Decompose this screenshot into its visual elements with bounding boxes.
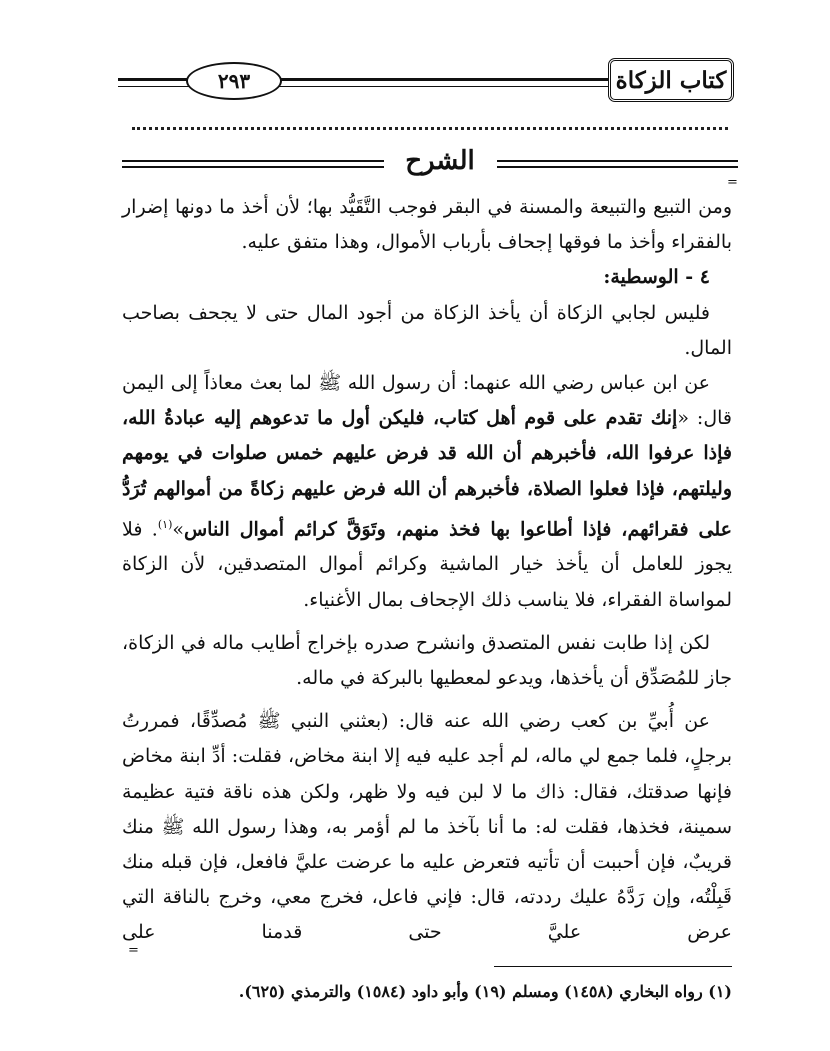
section-rule-right (497, 160, 738, 162)
page-number: ٢٩٣ (217, 69, 251, 93)
paragraph-continuation: . فلا يجوز للعامل أن يأخذ خيار الماشية وكرائم أموال المتصدقين، لأن الزكاة لمواساة الفقراء، فلا يناسب ذلك الإجحاف بمال الأغنياء. (122, 518, 732, 611)
paragraph: ومن التبيع والتبيعة والمسنة في البقر فوجب التَّقَيُّد بها؛ لأن أخذ ما دونها إضرار بالفقراء وأخذ ما فوقها إجحاف بأرباب الأموال، وهذا متفق عليه. (122, 196, 732, 254)
paragraph-hadith: عن ابن عباس رضي الله عنهما: أن رسول الله ﷺ لما بعث معاذاً إلى اليمن قال: «إنك تقدم على قوم أهل كتاب، فليكن أول ما تدعوهم إليه عبادةُ الله، فإذا عرفوا الله، فأخبرهم أن الله قد فرض عليهم خمس صلوات في يومهم وليلتهم، فإذا فعلوا الصلاة، فأخبرهم أن الله فرض عليهم زكاةً من أموالهم تُرَدُّ على فقرائهم، فإذا أطاعوا بها فخذ منهم، وتَوَقَّ كرائم أموال الناس»$^{(١)}$. فلا يجوز للعامل أن يأخذ خيار الماشية وكرائم أموال المتصدقين، لأن الزكاة لمواساة الفقراء، فلا يناسب ذلك الإجحاف بمال الأغنياء. (122, 372, 733, 611)
page-number-badge (186, 62, 282, 100)
hadith-text: إنك تقدم على قوم أهل كتاب، فليكن أول ما تدعوهم إليه عبادةُ الله، فإذا عرفوا الله، فأخبرهم أن الله قد فرض عليهم خمس صلوات في يومهم وليلتهم، فإذا فعلوا الصلاة، فأخبرهم أن الله فرض عليهم زكاةً من أموالهم تُرَدُّ على فقرائهم، فإذا أطاعوا بها فخذ منهم، وتَوَقَّ كرائم أموال الناس (122, 407, 733, 541)
chapter-title-box (608, 58, 734, 102)
footnote-ref: (١) (157, 517, 173, 531)
section-rule-right (497, 166, 738, 168)
paragraph: فليس لجابي الزكاة أن يأخذ الزكاة من أجود المال حتى لا يجحف بصاحب المال. (122, 301, 732, 359)
chapter-title: كتاب الزكاة (615, 66, 727, 94)
section-rule-left (122, 166, 384, 168)
margin-mark: = (128, 943, 139, 958)
hadith-intro: عن ابن عباس رضي الله عنهما: أن رسول الله ﷺ لما بعث معاذاً إلى اليمن قال: « (122, 372, 733, 430)
spacer (122, 618, 732, 626)
dotted-divider (132, 127, 728, 130)
item-heading: ٤ - الوسطية: (603, 266, 710, 289)
spacer (122, 696, 732, 704)
body-text (122, 190, 732, 951)
section-title: الشرح (405, 146, 475, 176)
paragraph: لكن إذا طابت نفس المتصدق وانشرح صدره بإخراج أطايب ماله في الزكاة، جاز للمُصَدِّق أن يأخذها، ويدعو لمعطيها بالبركة في ماله. (122, 631, 732, 689)
section-rule-left (122, 160, 384, 162)
footnote: (١) رواه البخاري (١٤٥٨) ومسلم (١٩) وأبو داود (١٥٨٤) والترمذي (٦٢٥). (238, 982, 732, 1001)
paragraph: عن أُبيِّ بن كعب رضي الله عنه قال: (بعثني النبي ﷺ مُصدِّقًا، فمررتُ برجلٍ، فلما جمع لي ماله، لم أجد عليه فيه إلا ابنة مخاض، فقلت: أدِّ ابنة مخاض فإنها صدقتك، فقال: ذاك ما لا لبن فيه ولا ظهر، ولكن هذه ناقة فتية عظيمة سمينة، فخذها، فقلت له: ما أنا بآخذ ما لم أؤمر به، وهذا رسول الله ﷺ منك قريبٌ، فإن أحببت أن تأتيه فتعرض عليه ما عرضت عليَّ فافعل، فإن قبله منك قَبِلْتُه، وإن رَدَّهُ عليك رددته، قال: فإني فاعل، فخرج معي، وخرج بالناقة التي عرض عليَّ حتى قدمنا على (122, 710, 732, 944)
footnote-rule (494, 966, 732, 967)
margin-mark: = (727, 175, 738, 190)
